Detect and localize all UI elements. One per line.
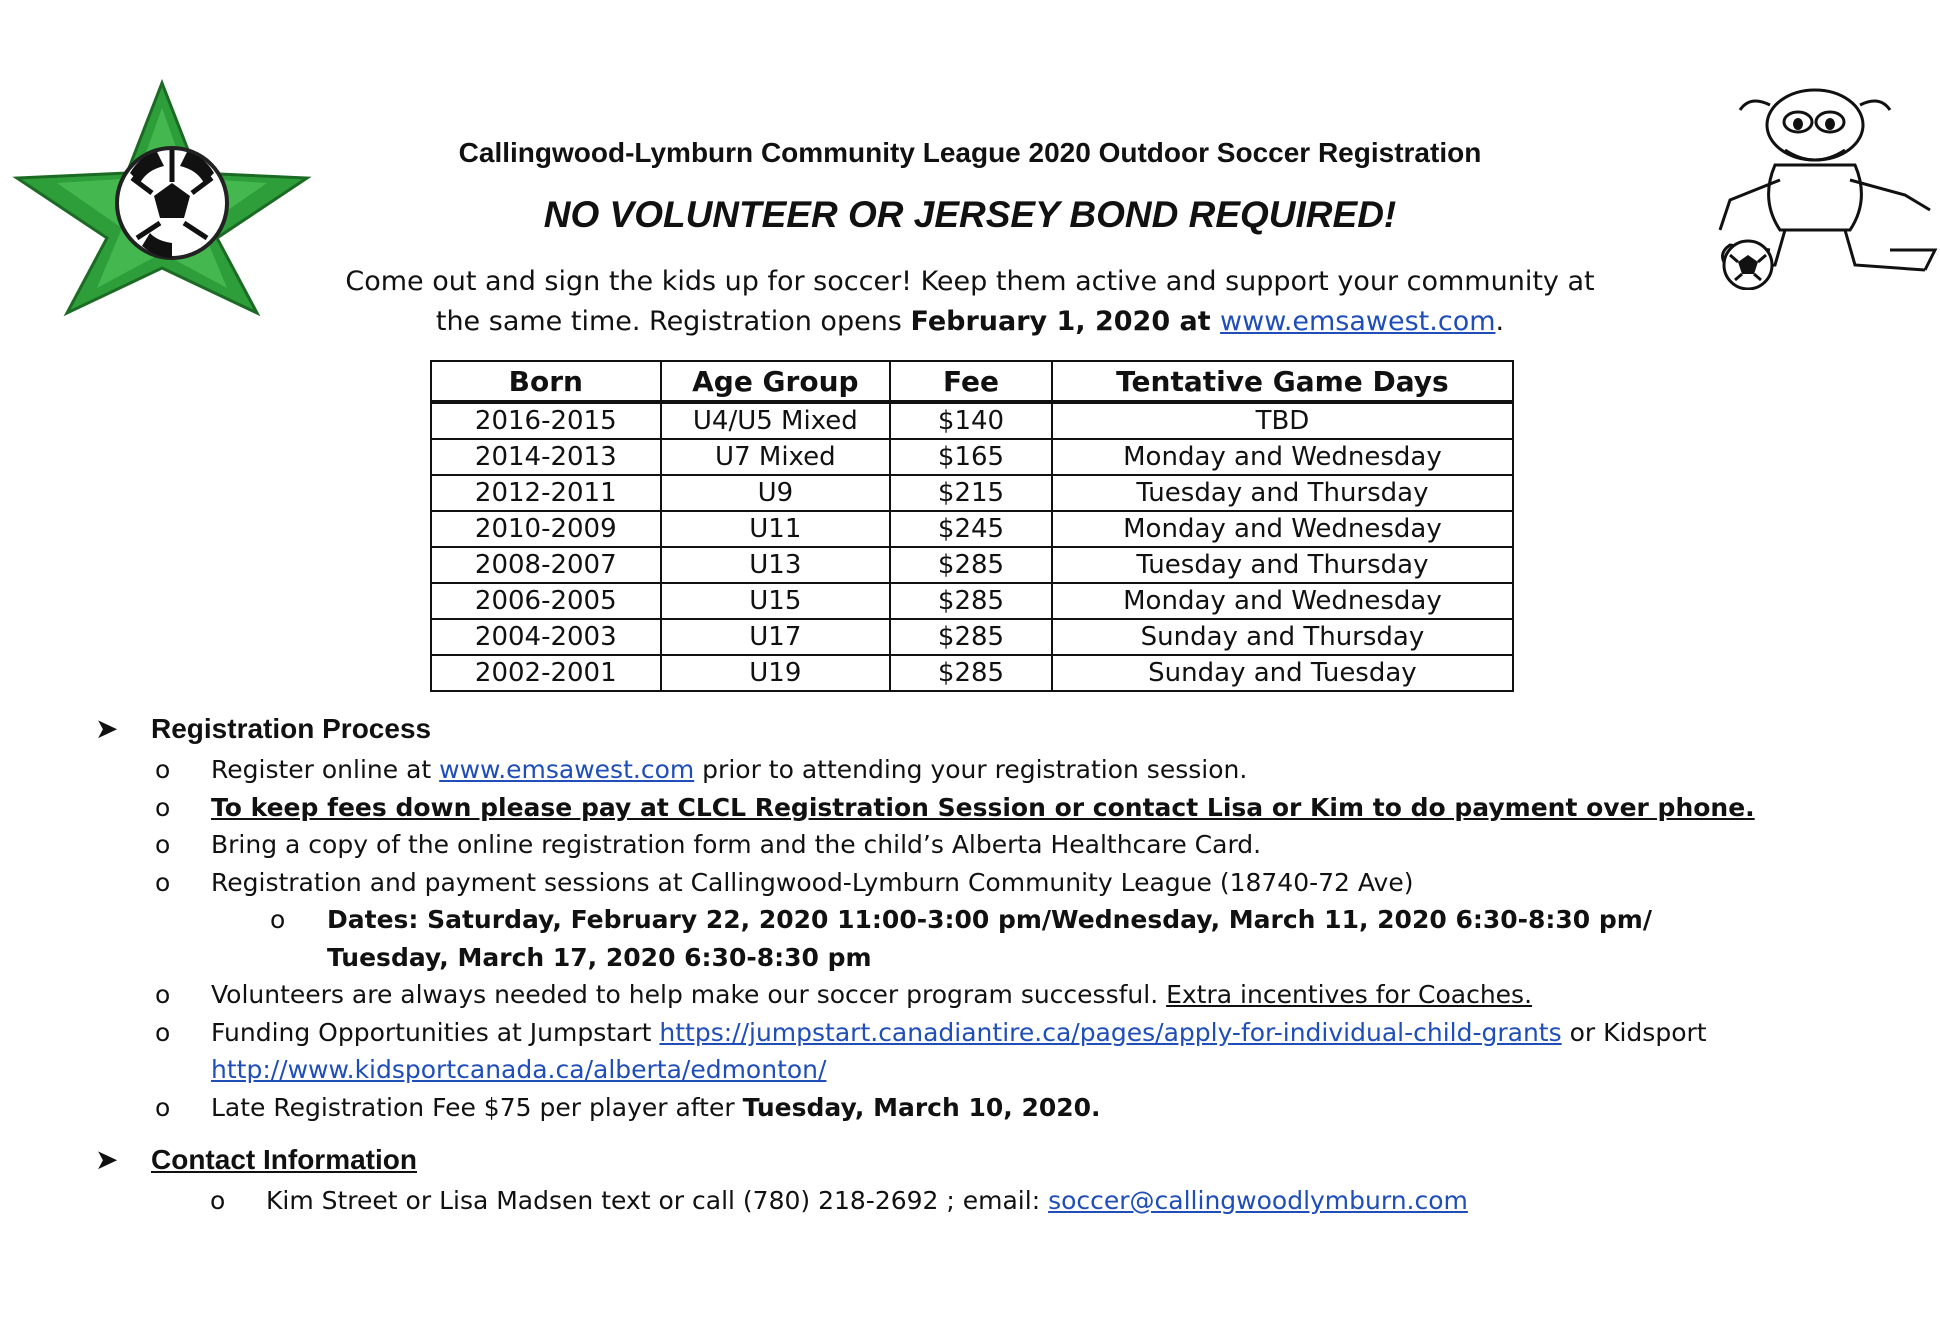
column-header-game-days: Tentative Game Days xyxy=(1052,361,1513,402)
fee-cell: $140 xyxy=(890,402,1052,439)
game-days-cell: Tuesday and Thursday xyxy=(1052,475,1513,511)
table-row xyxy=(431,547,1513,583)
page-title: Callingwood-Lymburn Community League 2020 Outdoor Soccer Registration xyxy=(458,137,1482,168)
game-days-cell: Monday and Wednesday xyxy=(1052,583,1513,619)
list-item xyxy=(155,976,1915,1014)
kidsport-link[interactable]: http://www.kidsportcanada.ca/alberta/edmonton/ xyxy=(211,1055,827,1084)
fee-cell: $285 xyxy=(890,583,1052,619)
game-days-cell: Sunday and Thursday xyxy=(1052,619,1513,655)
intro-line-2-suffix: . xyxy=(1495,306,1505,337)
contact-heading xyxy=(95,1143,417,1176)
age-group-cell: U19 xyxy=(661,655,891,691)
born-cell: 2010-2009 xyxy=(431,511,661,547)
cartoon-cat-soccer-icon xyxy=(1690,80,1940,290)
born-cell: 2006-2005 xyxy=(431,583,661,619)
arrowhead-icon: ➤ xyxy=(95,1144,119,1175)
circle-bullet-icon: o xyxy=(155,1092,171,1122)
table-row xyxy=(431,655,1513,691)
age-group-cell: U7 Mixed xyxy=(661,439,891,475)
late-fee-text: Late Registration Fee $75 per player after xyxy=(211,1092,743,1122)
fee-cell: $215 xyxy=(890,475,1052,511)
column-header-fee: Fee xyxy=(890,361,1052,402)
age-group-cell: U15 xyxy=(661,583,891,619)
age-group-cell: U11 xyxy=(661,511,891,547)
list-item xyxy=(155,1089,1915,1127)
age-group-cell: U9 xyxy=(661,475,891,511)
born-cell: 2004-2003 xyxy=(431,619,661,655)
circle-bullet-icon: o xyxy=(270,905,286,934)
intro-line-2 xyxy=(280,302,1660,342)
fee-cell: $245 xyxy=(890,511,1052,547)
circle-bullet-icon: o xyxy=(155,830,171,859)
table-row xyxy=(431,583,1513,619)
table-row xyxy=(431,619,1513,655)
session-dates-line-1: Dates: Saturday, February 22, 2020 11:00-3:00 pm/Wednesday, March 11, 2020 6:30-8:30 pm/ xyxy=(327,905,1652,934)
funding-middle-text: or Kidsport xyxy=(1561,1017,1707,1047)
register-emsawest-link[interactable]: www.emsawest.com xyxy=(439,755,695,784)
born-cell: 2016-2015 xyxy=(431,402,661,439)
circle-bullet-icon: o xyxy=(155,792,171,822)
coach-incentives-text: Extra incentives for Coaches. xyxy=(1166,980,1533,1009)
list-item xyxy=(210,1182,1910,1220)
born-cell: 2008-2007 xyxy=(431,547,661,583)
late-fee-date: Tuesday, March 10, 2020. xyxy=(742,1092,1101,1122)
game-days-cell: Monday and Wednesday xyxy=(1052,439,1513,475)
circle-bullet-icon: o xyxy=(155,867,171,897)
list-item xyxy=(155,901,1915,976)
age-group-cell: U4/U5 Mixed xyxy=(661,402,891,439)
registration-heading-text: Registration Process xyxy=(151,713,432,744)
circle-bullet-icon: o xyxy=(155,980,171,1009)
contact-text: Kim Street or Lisa Madsen text or call (780) 218-2692 ; email: xyxy=(266,1186,1049,1215)
intro-emsawest-link[interactable]: www.emsawest.com xyxy=(1220,306,1496,337)
intro-line-2-prefix: the same time. Registration opens xyxy=(435,306,911,337)
arrowhead-icon: ➤ xyxy=(95,713,119,744)
intro-paragraph xyxy=(280,262,1660,342)
list-item xyxy=(155,826,1915,864)
contact-list xyxy=(210,1182,1910,1220)
bring-copy-text: Bring a copy of the online registration form and the child’s Alberta Healthcare Card. xyxy=(211,830,1262,859)
volunteers-text: Volunteers are always needed to help make our soccer program successful. xyxy=(211,980,1167,1009)
registration-list xyxy=(155,751,1915,1126)
game-days-cell: Tuesday and Thursday xyxy=(1052,547,1513,583)
list-item xyxy=(155,789,1915,827)
game-days-cell: TBD xyxy=(1052,402,1513,439)
born-cell: 2002-2001 xyxy=(431,655,661,691)
list-item xyxy=(155,751,1915,789)
fee-cell: $165 xyxy=(890,439,1052,475)
age-group-cell: U17 xyxy=(661,619,891,655)
fee-schedule-table xyxy=(430,360,1514,692)
contact-email-link[interactable]: soccer@callingwoodlymburn.com xyxy=(1048,1186,1468,1215)
funding-text: Funding Opportunities at Jumpstart xyxy=(211,1017,660,1047)
register-online-suffix: prior to attending your registration session. xyxy=(694,755,1248,784)
session-dates-line-2: Tuesday, March 17, 2020 6:30-8:30 pm xyxy=(327,942,872,972)
table-header-row xyxy=(431,361,1513,402)
circle-bullet-icon: o xyxy=(210,1186,226,1215)
intro-registration-date: February 1, 2020 at xyxy=(910,306,1221,337)
game-days-cell: Monday and Wednesday xyxy=(1052,511,1513,547)
register-online-text: Register online at xyxy=(211,755,440,784)
jumpstart-link[interactable]: https://jumpstart.canadiantire.ca/pages/apply-for-individual-child-grants xyxy=(659,1017,1562,1047)
born-cell: 2012-2011 xyxy=(431,475,661,511)
fee-cell: $285 xyxy=(890,619,1052,655)
game-days-cell: Sunday and Tuesday xyxy=(1052,655,1513,691)
intro-line-1: Come out and sign the kids up for soccer! Keep them active and support your community at xyxy=(345,266,1595,297)
list-item xyxy=(155,864,1915,902)
table-row xyxy=(431,439,1513,475)
contact-heading-text: Contact Information xyxy=(151,1144,417,1175)
table-row xyxy=(431,402,1513,439)
column-header-born: Born xyxy=(431,361,661,402)
payment-notice: To keep fees down please pay at CLCL Registration Session or contact Lisa or Kim to do payment over phone. xyxy=(211,792,1755,822)
table-row xyxy=(431,475,1513,511)
column-header-age-group: Age Group xyxy=(661,361,891,402)
table-row xyxy=(431,511,1513,547)
list-item xyxy=(155,1014,1915,1089)
age-group-cell: U13 xyxy=(661,547,891,583)
born-cell: 2014-2013 xyxy=(431,439,661,475)
circle-bullet-icon: o xyxy=(155,1017,171,1047)
circle-bullet-icon: o xyxy=(155,755,171,784)
registration-heading xyxy=(95,712,431,745)
session-location-text: Registration and payment sessions at Callingwood-Lymburn Community League (18740-72 Ave) xyxy=(211,867,1414,897)
fee-cell: $285 xyxy=(890,547,1052,583)
page-subtitle: NO VOLUNTEER OR JERSEY BOND REQUIRED! xyxy=(543,194,1397,235)
fee-cell: $285 xyxy=(890,655,1052,691)
